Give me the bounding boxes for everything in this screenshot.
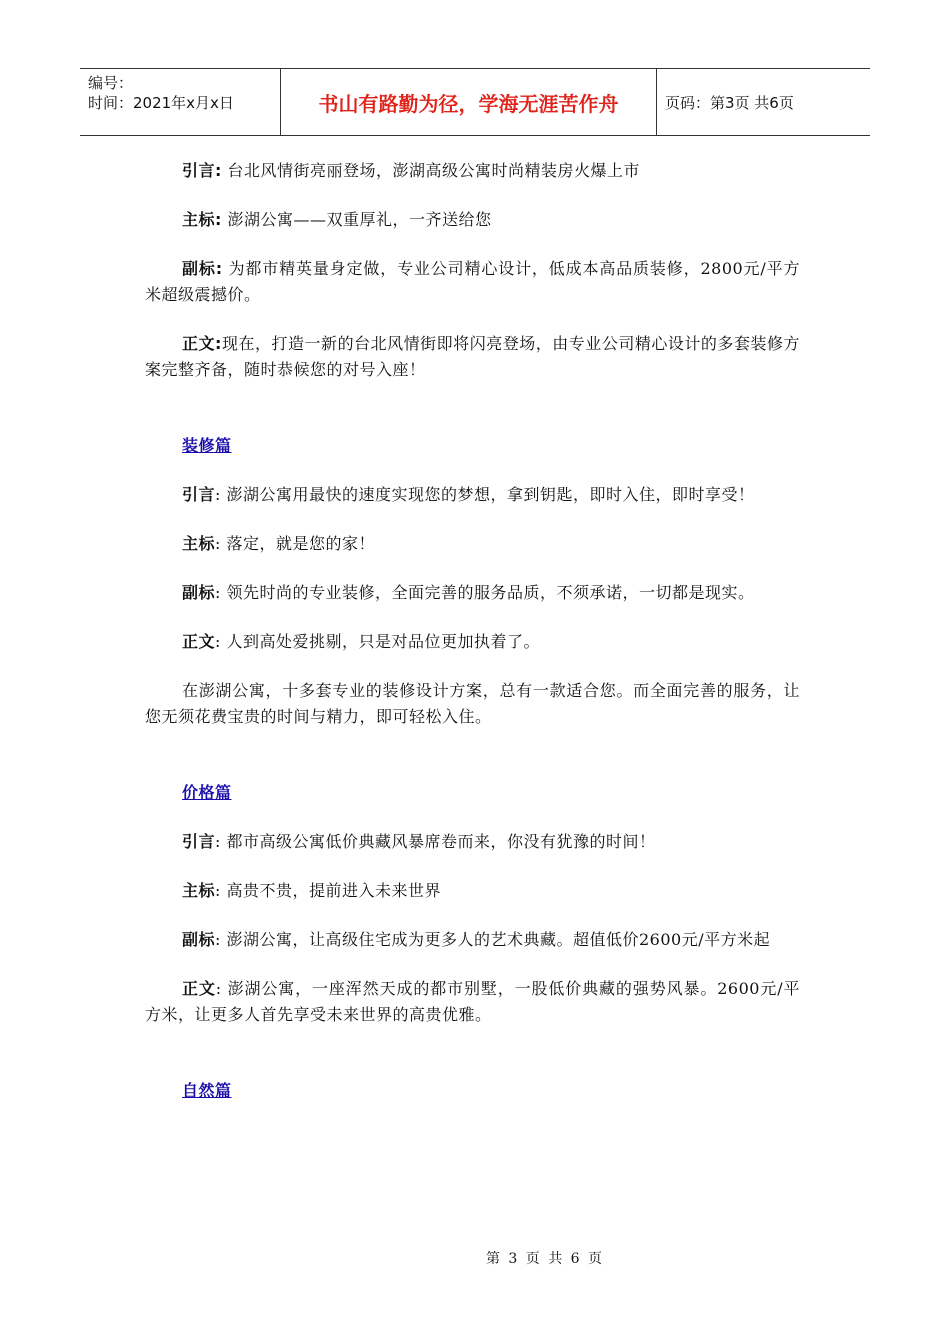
price-subhead-text: : 澎湖公寓，让高级住宅成为更多人的艺术典藏。超值低价2600元/平方米起 [215, 930, 771, 949]
number-label: 编号： [88, 74, 134, 92]
price-headline-text: : 高贵不贵，提前进入未来世界 [215, 881, 441, 900]
header-meta [80, 69, 281, 135]
renovation-headline-text: : 落定，就是您的家！ [215, 534, 375, 553]
renovation-section-heading [145, 433, 800, 459]
renovation-subhead-text: : 领先时尚的专业装修，全面完善的服务品质，不须承诺，一切都是现实。 [215, 583, 755, 602]
intro-lead [145, 158, 800, 184]
renovation-headline [145, 531, 800, 557]
price-section-heading [145, 780, 800, 806]
renovation-subhead [145, 580, 800, 606]
label-yinyan: 引言 [182, 485, 216, 504]
renovation-body-intro [145, 629, 800, 655]
page-footer: 第 3 页 共 6 页 [485, 1251, 605, 1267]
label-yinyan: 引言 [182, 832, 216, 851]
intro-lead-text: 台北风情街亮丽登场，澎湖高级公寓时尚精装房火爆上市 [227, 161, 641, 180]
renovation-body-intro-text: : 人到高处爱挑剔，只是对品位更加执着了。 [215, 632, 540, 651]
renovation-lead-text: : 澎湖公寓用最快的速度实现您的梦想，拿到钥匙，即时入住，即时享受！ [215, 485, 755, 504]
price-subhead [145, 927, 800, 953]
intro-subhead [145, 256, 800, 308]
renovation-lead [145, 482, 800, 508]
price-lead [145, 829, 800, 855]
label-zhengwen: 正文 [182, 979, 216, 998]
document-body [145, 158, 800, 1127]
label-zhengwen: 正文: [182, 334, 222, 353]
label-zhubiao: 主标: [182, 210, 222, 229]
label-zhengwen: 正文 [182, 632, 216, 651]
price-body-text: : 澎湖公寓，一座浑然天成的都市别墅，一股低价典藏的强势风暴。2600元/平方米，让更多人首先享受未来世界的高贵优雅。 [145, 979, 800, 1024]
page-header [80, 68, 870, 136]
label-fubiao: 副标 [182, 583, 216, 602]
label-yinyan: 引言: [182, 161, 222, 180]
renovation-section-link[interactable]: 装修篇 [182, 436, 232, 455]
label-fubiao: 副标 [182, 930, 216, 949]
header-page-code: 页码：第3页 共6页 [665, 93, 794, 112]
intro-body-text: 现在，打造一新的台北风情街即将闪亮登场，由专业公司精心设计的多套装修方案完整齐备，随时恭候您的对号入座！ [145, 334, 800, 379]
header-motto: 书山有路勤为径，学海无涯苦作舟 [281, 69, 657, 135]
price-lead-text: : 都市高级公寓低价典藏风暴席卷而来，你没有犹豫的时间！ [215, 832, 656, 851]
price-headline [145, 878, 800, 904]
nature-section-heading [145, 1078, 800, 1104]
nature-section-link[interactable]: 自然篇 [182, 1081, 232, 1100]
price-section-link[interactable]: 价格篇 [182, 783, 232, 802]
label-zhubiao: 主标 [182, 881, 216, 900]
renovation-body: 在澎湖公寓，十多套专业的装修设计方案，总有一款适合您。而全面完善的服务，让您无须花费宝贵的时间与精力，即可轻松入住。 [145, 681, 800, 726]
label-fubiao: 副标: [182, 259, 223, 278]
intro-headline [145, 207, 800, 233]
time-label: 时间：2021年x月x日 [88, 94, 234, 112]
intro-headline-text: 澎湖公寓——双重厚礼，一齐送给您 [227, 210, 492, 229]
price-body [145, 976, 800, 1028]
intro-body [145, 331, 800, 383]
intro-subhead-text: 为都市精英量身定做，专业公司精心设计，低成本高品质装修，2800元/平方米超级震撼价。 [145, 259, 800, 304]
label-zhubiao: 主标 [182, 534, 216, 553]
